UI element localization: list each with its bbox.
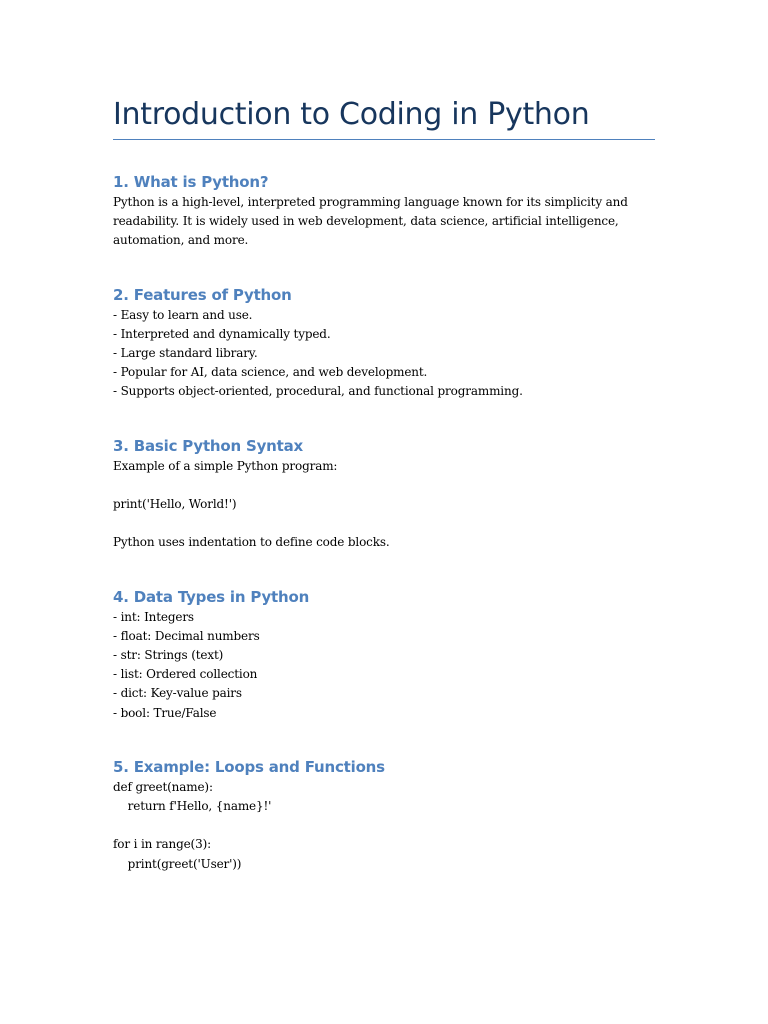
section-loops-functions: [113, 756, 655, 874]
list-item: - Easy to learn and use.: [113, 307, 253, 322]
code-line: def greet(name):: [113, 779, 213, 794]
section-basic-syntax: [113, 435, 655, 553]
section-paragraph: Python is a high-level, interpreted programming language known for its simplicity and readability. It is widely used in web development, data science, artificial intelligence, automation, and more.: [113, 195, 628, 248]
section-heading: 4. Data Types in Python: [113, 587, 310, 606]
list-item: - Large standard library.: [113, 346, 258, 361]
section-heading: 2. Features of Python: [113, 285, 292, 304]
code-line: print(greet('User')): [113, 856, 242, 871]
code-line: for i in range(3):: [113, 837, 211, 852]
list-item: - bool: True/False: [113, 705, 217, 720]
section-what-is-python: [113, 171, 655, 251]
body-line: Example of a simple Python program:: [113, 458, 338, 473]
code-line: return f'Hello, {name}!': [113, 799, 272, 814]
blank-line: [113, 816, 655, 835]
list-item: - int: Integers: [113, 609, 194, 624]
body-line: Python uses indentation to define code blocks.: [113, 535, 390, 550]
list-item: - Supports object-oriented, procedural, and functional programming.: [113, 384, 523, 399]
document-page: [113, 95, 655, 874]
list-item: - str: Strings (text): [113, 648, 224, 663]
section-heading: 5. Example: Loops and Functions: [113, 757, 385, 776]
blank-line: [113, 514, 655, 533]
title-underline: [113, 139, 655, 140]
section-features: [113, 284, 655, 402]
list-item: - Interpreted and dynamically typed.: [113, 326, 331, 341]
section-heading: 3. Basic Python Syntax: [113, 436, 304, 455]
list-item: - Popular for AI, data science, and web development.: [113, 365, 428, 380]
section-heading: 1. What is Python?: [113, 173, 269, 191]
list-item: - list: Ordered collection: [113, 667, 258, 682]
list-item: - dict: Key-value pairs: [113, 686, 242, 701]
list-item: - float: Decimal numbers: [113, 628, 260, 643]
code-line: print('Hello, World!'): [113, 497, 237, 512]
blank-line: [113, 476, 655, 495]
section-data-types: [113, 586, 655, 723]
document-title: Introduction to Coding in Python: [113, 97, 590, 132]
